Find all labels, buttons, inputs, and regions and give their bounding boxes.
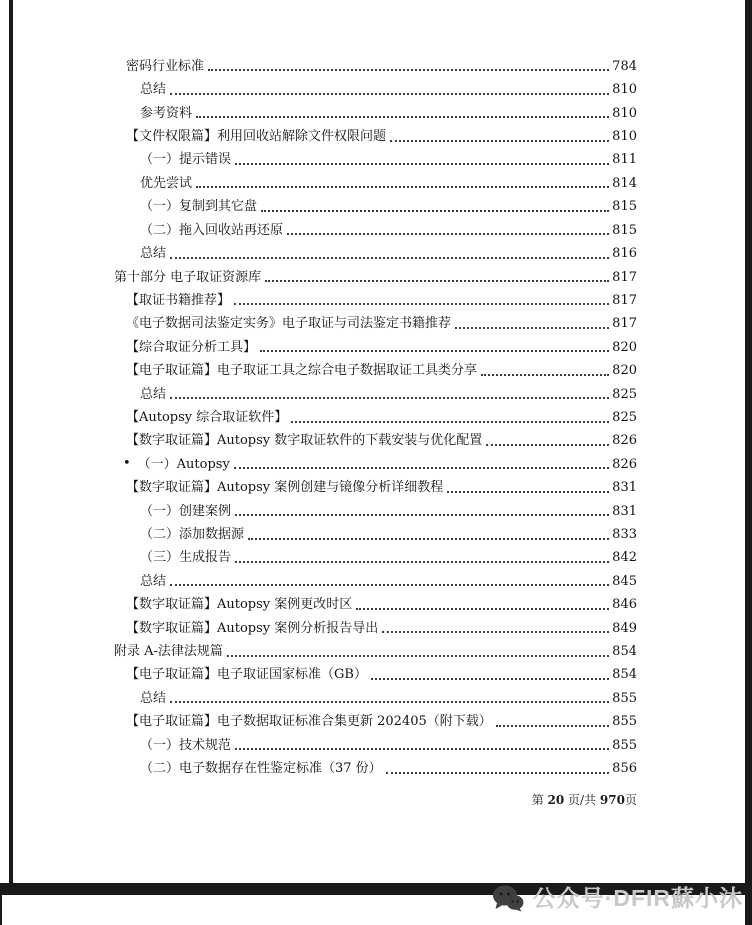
dotted-leader (227, 655, 609, 657)
dotted-leader (196, 116, 609, 118)
dotted-leader (496, 725, 609, 727)
toc-entry-label: （一）复制到其它盘 (140, 199, 258, 215)
toc-entry-page-number: 849 (612, 620, 637, 636)
toc-entry[interactable] (0, 122, 752, 145)
toc-entry-page-number: 831 (612, 503, 637, 519)
toc-entry-page-number: 846 (612, 597, 637, 613)
viewer-left-edge (9, 0, 13, 883)
toc-entry[interactable] (0, 731, 752, 754)
toc-entry[interactable] (0, 216, 752, 239)
toc-entry[interactable] (0, 427, 752, 450)
page-number-footer (0, 791, 752, 808)
current-page-number: 20 (547, 793, 565, 807)
toc-entry-page-number: 815 (612, 222, 637, 238)
toc-entry-page-number: 833 (612, 526, 637, 542)
toc-entry[interactable] (0, 403, 752, 426)
dotted-leader (235, 163, 609, 165)
toc-entry-label: 密码行业标准 (126, 58, 205, 74)
toc-entry-label: （一）技术规范 (140, 737, 232, 753)
toc-entry[interactable] (0, 520, 752, 543)
toc-entry-label: 【电子取证篇】电子数据取证标准合集更新 202405（附下载） (126, 714, 492, 730)
toc-entry-page-number: 810 (612, 129, 637, 145)
table-of-contents (0, 52, 752, 778)
toc-entry-label: 【数字取证篇】Autopsy 案例创建与镜像分析详细教程 (126, 480, 444, 496)
toc-entry-page-number: 842 (612, 550, 637, 566)
toc-entry-page-number: 817 (612, 316, 637, 332)
toc-entry-label: （一）提示错误 (140, 152, 232, 168)
toc-entry-label: 总结 (140, 246, 167, 262)
dotted-leader (234, 467, 609, 469)
dotted-leader (235, 514, 609, 516)
toc-entry[interactable] (0, 333, 752, 356)
toc-entry[interactable] (0, 450, 752, 473)
toc-entry-label: （一）Autopsy (137, 456, 230, 472)
dotted-leader (265, 280, 609, 282)
toc-entry-page-number: 826 (612, 456, 637, 472)
watermark (492, 884, 743, 912)
toc-entry-page-number: 817 (612, 269, 637, 285)
toc-entry-label: 【Autopsy 综合取证软件】 (126, 409, 288, 425)
toc-entry[interactable] (0, 146, 752, 169)
toc-entry-page-number: 845 (612, 573, 637, 589)
wechat-icon (492, 884, 524, 912)
toc-entry-label: 优先尝试 (140, 175, 193, 191)
dotted-leader (235, 748, 609, 750)
toc-entry-label: （三）生成报告 (140, 550, 232, 566)
dotted-leader (390, 140, 609, 142)
viewer-right-edge (745, 0, 752, 925)
toc-entry-page-number: 854 (612, 644, 637, 660)
toc-entry-page-number: 825 (612, 386, 637, 402)
dotted-leader (170, 397, 609, 399)
toc-entry-page-number: 855 (612, 737, 637, 753)
toc-entry[interactable] (0, 169, 752, 192)
toc-entry-page-number: 816 (612, 246, 637, 262)
footer-suffix: 页 (624, 793, 637, 807)
dotted-leader (386, 772, 609, 774)
toc-entry-page-number: 826 (612, 433, 637, 449)
toc-entry[interactable] (0, 684, 752, 707)
toc-entry-page-number: 817 (612, 292, 637, 308)
toc-entry-page-number: 784 (612, 58, 637, 74)
toc-entry-page-number: 814 (612, 175, 637, 191)
toc-entry-label: 总结 (140, 690, 167, 706)
toc-entry-label: 【综合取证分析工具】 (126, 339, 257, 355)
toc-entry-label: （二）添加数据源 (140, 526, 245, 542)
toc-entry-page-number: 854 (612, 667, 637, 683)
dotted-leader (170, 257, 609, 259)
toc-entry-label: 附录 A-法律法规篇 (114, 644, 223, 660)
toc-entry[interactable] (0, 192, 752, 215)
dotted-leader (196, 186, 609, 188)
dotted-leader (291, 421, 609, 423)
dotted-leader (486, 444, 609, 446)
toc-entry[interactable] (0, 637, 752, 660)
toc-entry[interactable] (0, 239, 752, 262)
toc-entry-label: 参考资料 (140, 105, 193, 121)
dotted-leader (170, 584, 609, 586)
toc-entry-label: 【数字取证篇】Autopsy 案例分析报告导出 (126, 620, 379, 636)
dotted-leader (481, 374, 609, 376)
toc-entry[interactable] (0, 707, 752, 730)
toc-entry-page-number: 820 (612, 339, 637, 355)
toc-entry-page-number: 855 (612, 690, 637, 706)
toc-entry-label: 总结 (140, 386, 167, 402)
toc-entry-label: 【电子取证篇】电子取证工具之综合电子数据取证工具类分享 (126, 363, 478, 379)
toc-entry-page-number: 815 (612, 199, 637, 215)
total-page-number: 970 (599, 793, 625, 807)
toc-entry[interactable] (0, 263, 752, 286)
toc-entry-label: 总结 (140, 573, 167, 589)
dotted-leader (455, 327, 609, 329)
toc-entry-page-number: 855 (612, 714, 637, 730)
toc-entry[interactable] (0, 590, 752, 613)
toc-entry[interactable] (0, 544, 752, 567)
dotted-leader (234, 303, 609, 305)
toc-entry-page-number: 820 (612, 363, 637, 379)
toc-entry[interactable] (0, 614, 752, 637)
toc-entry-label: 第十部分 电子取证资源库 (114, 269, 262, 285)
toc-entry-page-number: 856 (612, 761, 637, 777)
toc-entry-label: 《电子数据司法鉴定实务》电子取证与司法鉴定书籍推荐 (126, 316, 452, 332)
toc-entry-label: （一）创建案例 (140, 503, 232, 519)
footer-separator: 页/共 (564, 793, 600, 807)
toc-entry-label: （二）电子数据存在性鉴定标准（37 份） (140, 761, 382, 777)
toc-entry-page-number: 811 (612, 152, 637, 168)
dotted-leader (235, 561, 609, 563)
toc-entry[interactable] (0, 497, 752, 520)
toc-entry[interactable] (0, 52, 752, 75)
toc-entry[interactable] (0, 99, 752, 122)
dotted-leader (447, 491, 609, 493)
toc-entry-label: （二）拖入回收站再还原 (140, 222, 284, 238)
dotted-leader (382, 631, 609, 633)
toc-entry-label: 【取证书籍推荐】 (126, 292, 231, 308)
toc-entry[interactable] (0, 309, 752, 332)
toc-entry[interactable] (0, 473, 752, 496)
toc-entry[interactable] (0, 754, 752, 777)
dotted-leader (371, 678, 609, 680)
dotted-leader (260, 350, 609, 352)
toc-entry-page-number: 810 (612, 82, 637, 98)
dotted-leader (208, 69, 609, 71)
toc-entry[interactable] (0, 661, 752, 684)
next-page-left-edge (0, 895, 2, 925)
dotted-leader (356, 608, 609, 610)
toc-entry-label: 【数字取证篇】Autopsy 数字取证软件的下载安装与优化配置 (126, 433, 483, 449)
watermark-text: 公众号·DFIR蘇小沐 (532, 884, 743, 911)
dotted-leader (248, 538, 609, 540)
dotted-leader (287, 233, 609, 235)
toc-entry-label: 【文件权限篇】利用回收站解除文件权限问题 (126, 129, 387, 145)
toc-entry[interactable] (0, 286, 752, 309)
toc-entry-page-number: 831 (612, 480, 637, 496)
bullet-icon: • (123, 456, 131, 472)
toc-entry-label: 【电子取证篇】电子取证国家标准（GB） (126, 667, 367, 683)
toc-entry-page-number: 825 (612, 409, 637, 425)
toc-entry[interactable] (0, 356, 752, 379)
toc-entry[interactable] (0, 380, 752, 403)
dotted-leader (170, 701, 609, 703)
toc-entry-page-number: 810 (612, 105, 637, 121)
toc-entry-label: 【数字取证篇】Autopsy 案例更改时区 (126, 597, 353, 613)
toc-entry[interactable] (0, 75, 752, 98)
toc-entry-label: 总结 (140, 82, 167, 98)
toc-entry[interactable] (0, 567, 752, 590)
dotted-leader (261, 210, 609, 212)
footer-prefix: 第 (531, 793, 548, 807)
dotted-leader (170, 93, 609, 95)
